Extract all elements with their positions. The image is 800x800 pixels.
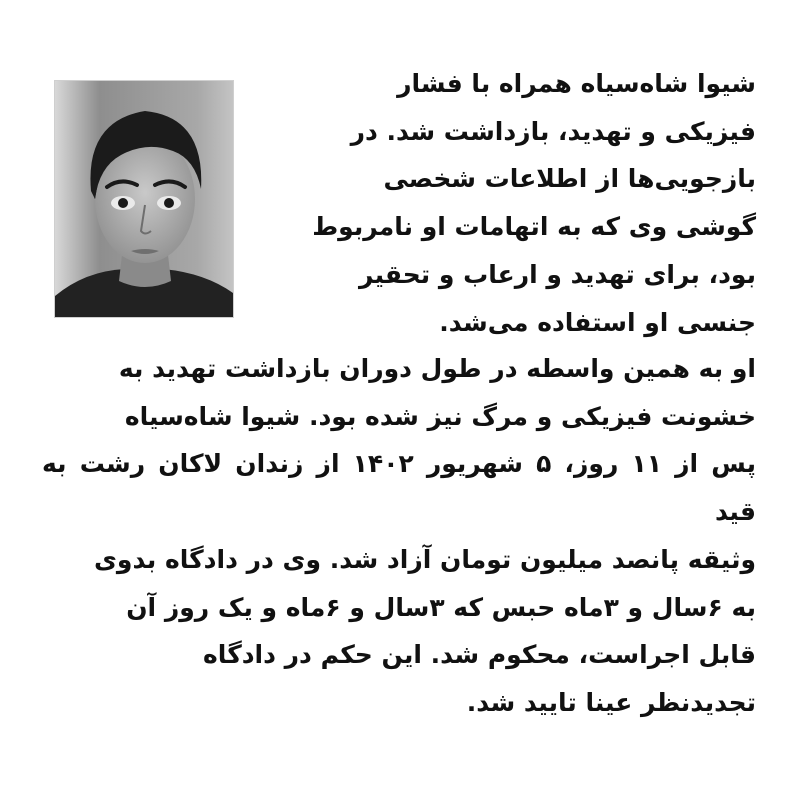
- text-line: بود، برای تهدید و ارعاب و تحقیر: [359, 259, 756, 289]
- text-line: خشونت فیزیکی و مرگ نیز شده بود. شیوا شاه‌سیاه: [124, 401, 756, 431]
- text-line: قابل اجراست، محکوم شد. این حکم در دادگاه: [203, 640, 756, 670]
- paragraph-intro: [258, 60, 756, 346]
- text-line: پس از ۱۱ روز، ۵ شهریور ۱۴۰۲ از زندان لاکان رشت به قید: [42, 449, 756, 527]
- text-line: وثیقه پانصد میلیون تومان آزاد شد. وی در دادگاه بدوی: [94, 544, 756, 574]
- text-line: فیزیکی و تهدید، بازداشت شد. در: [350, 116, 756, 146]
- portrait-image: [55, 81, 233, 317]
- portrait-photo: [54, 80, 234, 318]
- text-line: به ۶سال و ۳ماه حبس که ۳سال و ۶ماه و یک روز آن: [126, 592, 756, 622]
- text-line: بازجویی‌ها از اطلاعات شخصی: [383, 164, 756, 194]
- paragraph-body: [42, 345, 756, 727]
- text-line: شیوا شاه‌سیاه همراه با فشار: [397, 69, 756, 98]
- text-line: جنسی او استفاده می‌شد.: [439, 307, 756, 337]
- text-line: تجدیدنظر عینا تایید شد.: [466, 687, 756, 717]
- text-line: گوشی وی که به اتهامات او نامربوط: [312, 212, 756, 242]
- text-line: او به همین واسطه در طول دوران بازداشت تهدید به: [118, 354, 756, 383]
